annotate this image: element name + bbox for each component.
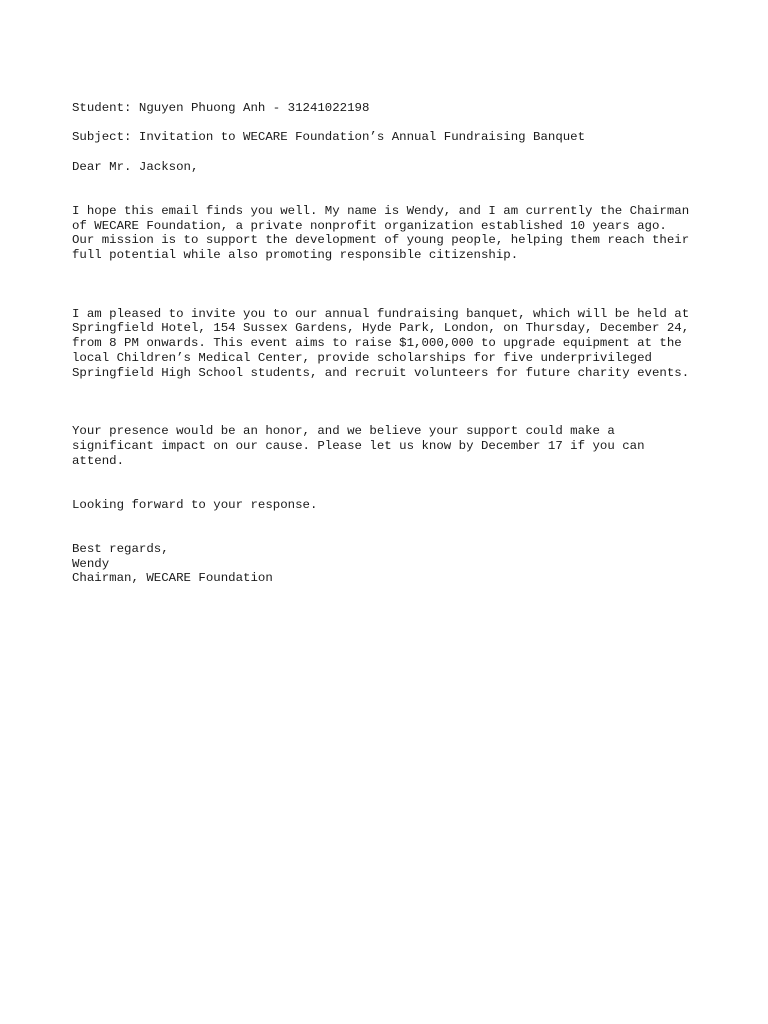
paragraph-line: of WECARE Foundation, a private nonprofit organization established 10 years ago. — [72, 218, 667, 233]
student-line: Student: Nguyen Phuong Anh - 31241022198 — [72, 101, 370, 115]
letter-body — [72, 101, 712, 615]
signature-block — [72, 527, 712, 601]
paragraph-line: Your presence would be an honor, and we believe your support could make a — [72, 424, 615, 439]
paragraph-line: Our mission is to support the development of young people, helping them reach their — [72, 233, 690, 248]
paragraph-line: Springfield High School students, and recruit volunteers for future charity events. — [72, 365, 690, 380]
signer-name: Wendy — [72, 556, 110, 571]
paragraph-line: local Children’s Medical Center, provide scholarships for five underprivileged — [72, 350, 652, 365]
greeting: Dear Mr. Jackson, — [72, 159, 199, 174]
signer-title: Chairman, WECARE Foundation — [72, 571, 273, 586]
closing-remark: Looking forward to your response. — [72, 497, 318, 512]
paragraph-invitation — [72, 292, 712, 395]
paragraph-line: significant impact on our cause. Please let us know by December 17 if you can — [72, 439, 645, 454]
paragraph-intro — [72, 189, 712, 277]
paragraph-line: I am pleased to invite you to our annual fundraising banquet, which will be held at — [72, 306, 690, 321]
subject-line: Subject: Invitation to WECARE Foundation’s Annual Fundraising Banquet — [72, 130, 586, 145]
paragraph-line: attend. — [72, 453, 125, 468]
paragraph-line: from 8 PM onwards. This event aims to raise $1,000,000 to upgrade equipment at the — [72, 336, 682, 351]
paragraph-line: full potential while also promoting responsible citizenship. — [72, 247, 519, 262]
signoff: Best regards, — [72, 541, 169, 556]
paragraph-line: I hope this email finds you well. My name is Wendy, and I am currently the Chairman — [72, 203, 690, 218]
paragraph-request — [72, 410, 712, 484]
paragraph-line: Springfield Hotel, 154 Sussex Gardens, Hyde Park, London, on Thursday, December 24, — [72, 321, 690, 336]
